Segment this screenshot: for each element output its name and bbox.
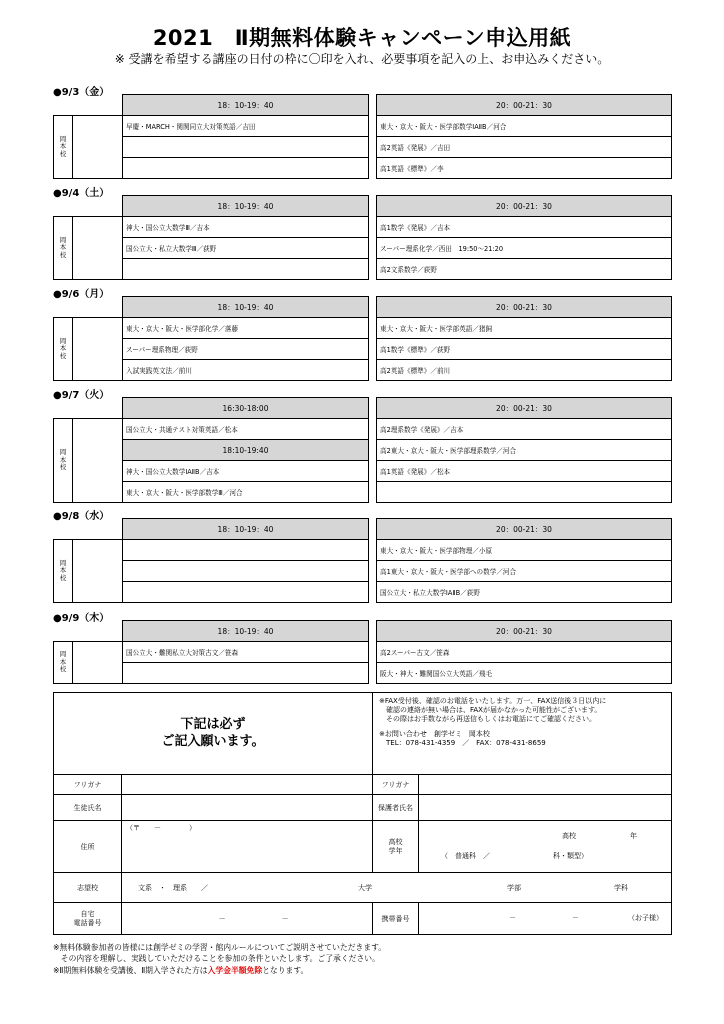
checkbox-cell[interactable] xyxy=(73,238,123,259)
time-header-right: 20：00-21：30 xyxy=(377,519,672,540)
column-gap xyxy=(369,116,377,137)
course-left[interactable] xyxy=(123,663,369,684)
checkbox-cell[interactable] xyxy=(73,482,123,503)
column-gap xyxy=(369,196,377,217)
must-fill-cell xyxy=(54,693,373,775)
address-field[interactable] xyxy=(122,821,373,873)
time-header-left: 18：10-19：40 xyxy=(123,95,369,116)
course-left[interactable]: 東大・京大・阪大・医学部数学Ⅲ／河合 xyxy=(123,482,369,503)
course-right[interactable]: 高2東大・京大・阪大・医学部理系数学／河合 xyxy=(377,440,672,461)
course-right[interactable]: 高2スーパー古文／笹森 xyxy=(377,642,672,663)
course-text: （ 普通科 ／ 科・類型） xyxy=(441,852,588,860)
course-left[interactable]: 神大・国公立大数学ⅠAⅡB／吉本 xyxy=(123,461,369,482)
schedule-table xyxy=(53,620,672,684)
time-header-right: 20：00-21：30 xyxy=(377,621,672,642)
checkbox-cell[interactable] xyxy=(73,158,123,179)
school-label: 岡 本 校 xyxy=(54,642,73,684)
checkbox-cell[interactable] xyxy=(73,582,123,603)
student-furigana-field[interactable] xyxy=(122,775,373,795)
guardian-name-label: 保護者氏名 xyxy=(373,795,419,821)
time-header-left: 18：10-19：40 xyxy=(123,621,369,642)
checkbox-cell[interactable] xyxy=(73,663,123,684)
time-header-right: 20：00-21：30 xyxy=(377,398,672,419)
course-left[interactable] xyxy=(123,582,369,603)
course-right[interactable]: 高2英語《発展》／吉田 xyxy=(377,137,672,158)
column-gap xyxy=(369,621,377,642)
checkbox-cell[interactable] xyxy=(73,461,123,482)
checkbox-cell[interactable] xyxy=(73,540,123,561)
course-left[interactable]: 国公立大・難関私立大対策古文／笹森 xyxy=(123,642,369,663)
fax-line: 確認の連絡が無い場合は、FAXが届かなかった可能性がございます。 xyxy=(379,706,602,715)
guardian-furigana-field[interactable] xyxy=(419,775,672,795)
address-label: 住所 xyxy=(54,821,122,873)
course-left[interactable] xyxy=(123,561,369,582)
course-right[interactable]: 高1数学《発展》／吉本 xyxy=(377,217,672,238)
header-spacer xyxy=(54,196,123,217)
fax-info xyxy=(373,693,672,775)
checkbox-cell[interactable] xyxy=(73,259,123,280)
course-right[interactable]: 高1東大・京大・阪大・医学部への数学／河合 xyxy=(377,561,672,582)
daigaku-text: 大学 xyxy=(358,884,372,892)
school-label: 岡 本 校 xyxy=(54,116,73,179)
furigana-label-2: フリガナ xyxy=(373,775,419,795)
day-label: ●9/6（月） xyxy=(53,289,110,300)
course-right[interactable]: 高1数学《標準》／荻野 xyxy=(377,339,672,360)
home-phone-field[interactable] xyxy=(122,903,373,935)
day-label: ●9/3（金） xyxy=(53,87,110,98)
column-gap xyxy=(369,95,377,116)
schedule-table xyxy=(53,518,672,603)
header-spacer xyxy=(54,519,123,540)
checkbox-cell[interactable] xyxy=(73,137,123,158)
home-phone-dashes: － － xyxy=(218,914,289,923)
course-left[interactable]: 国公立大・私立大数学Ⅲ／荻野 xyxy=(123,238,369,259)
column-gap xyxy=(369,217,377,238)
page-subtitle: ※ 受講を希望する講座の日付の枠に〇印を入れ、必要事項を記入の上、お申込みください。 xyxy=(114,52,610,66)
gakubu-text: 学部 xyxy=(507,884,521,892)
course-right[interactable]: 東大・京大・阪大・医学部英語／猪飼 xyxy=(377,318,672,339)
column-gap xyxy=(369,297,377,318)
note-line: ※無料体験参加者の皆様には創学ゼミの学習・館内ルールについてご説明させていただきます。 xyxy=(53,943,387,952)
time-header-right: 20：00-21：30 xyxy=(377,196,672,217)
school-label: 岡 本 校 xyxy=(54,540,73,603)
time-header-right: 20：00-21：30 xyxy=(377,297,672,318)
column-gap xyxy=(369,440,377,461)
furigana-label: フリガナ xyxy=(54,775,122,795)
column-gap xyxy=(369,398,377,419)
time-header-left-2: 18:10-19:40 xyxy=(123,440,369,461)
day-label: ●9/4（土） xyxy=(53,188,110,199)
gakka-text: 学科 xyxy=(614,884,628,892)
time-header-left: 18：10-19：40 xyxy=(123,519,369,540)
fax-line: ※FAX受付後、確認のお電話をいたします。万一、FAX送信後３日以内に xyxy=(379,697,607,705)
school-grade-field[interactable] xyxy=(419,821,672,873)
day-label: ●9/8（水） xyxy=(53,511,110,522)
course-left[interactable] xyxy=(123,259,369,280)
course-right[interactable]: 高1英語《発展》／松本 xyxy=(377,461,672,482)
schedule-table xyxy=(53,94,672,179)
koukou-text: 高校 xyxy=(562,832,576,840)
checkbox-cell[interactable] xyxy=(73,360,123,381)
course-left[interactable] xyxy=(123,137,369,158)
column-gap xyxy=(369,663,377,684)
column-gap xyxy=(369,158,377,179)
application-form xyxy=(53,692,672,935)
column-gap xyxy=(369,238,377,259)
guardian-name-field[interactable] xyxy=(419,795,672,821)
contact-line: TEL：078-431-4359 ／ FAX：078-431-8659 xyxy=(379,739,546,748)
column-gap xyxy=(369,642,377,663)
bunkei-rikei-text: 文系 ・ 理系 ／ xyxy=(138,884,208,892)
column-gap xyxy=(369,360,377,381)
desired-school-label: 志望校 xyxy=(54,873,122,903)
header-spacer xyxy=(54,297,123,318)
time-header-left: 18：10-19：40 xyxy=(123,297,369,318)
column-gap xyxy=(369,540,377,561)
nen-text: 年 xyxy=(630,832,637,840)
header-spacer xyxy=(54,398,123,419)
school-label: 岡 本 校 xyxy=(54,419,73,503)
postal-code-field[interactable]: （〒 － ） xyxy=(126,824,196,832)
course-right[interactable]: 阪大・神大・難関国公立大英語／飛毛 xyxy=(377,663,672,684)
contact-line: ※お問い合わせ 創学ゼミ 岡本校 xyxy=(379,730,490,739)
student-name-field[interactable] xyxy=(122,795,373,821)
checkbox-cell[interactable] xyxy=(73,318,123,339)
must-fill-line1: 下記は必ず xyxy=(180,717,246,733)
course-right[interactable]: 高2理系数学《発展》／吉本 xyxy=(377,419,672,440)
note-line: その内容を理解し、実践していただけることを参加の条件といたします。ご了承ください。 xyxy=(53,954,380,964)
column-gap xyxy=(369,259,377,280)
course-right[interactable]: 国公立大・私立大数学ⅠAⅡB／荻野 xyxy=(377,582,672,603)
footer-notes xyxy=(53,942,386,976)
column-gap xyxy=(369,318,377,339)
desired-school-field[interactable] xyxy=(122,873,672,903)
schedule-table xyxy=(53,195,672,280)
fax-line: その際はお手数ながら再送信もしくはお電話にてご確認ください。 xyxy=(379,715,596,724)
checkbox-cell[interactable] xyxy=(73,217,123,238)
school-label: 岡 本 校 xyxy=(54,217,73,280)
note-pre: ※Ⅱ期無料体験を受講後、Ⅱ期入学された方は xyxy=(53,965,208,975)
time-header-left: 16:30-18:00 xyxy=(123,398,369,419)
checkbox-cell[interactable] xyxy=(73,561,123,582)
course-left[interactable]: 国公立大・共通テスト対策英語／松本 xyxy=(123,419,369,440)
column-gap xyxy=(369,339,377,360)
student-name-label: 生徒氏名 xyxy=(54,795,122,821)
school-grade-label: 高校 学年 xyxy=(373,821,419,873)
course-left[interactable]: 入試実践英文法／前川 xyxy=(123,360,369,381)
mobile-field[interactable] xyxy=(419,903,672,935)
day-label: ●9/7（火） xyxy=(53,390,110,401)
column-gap xyxy=(369,519,377,540)
course-right[interactable]: 高2英語《標準》／前川 xyxy=(377,360,672,381)
day-label: ●9/9（木） xyxy=(53,613,110,624)
mobile-label: 携帯番号 xyxy=(373,903,419,935)
header-spacer xyxy=(54,95,123,116)
mobile-dashes: － － xyxy=(509,914,579,922)
course-right[interactable]: スーパー理系化学／西田 19:50～21:20 xyxy=(377,238,672,259)
course-left[interactable]: 早慶・MARCH・関関同立大対策英語／吉田 xyxy=(123,116,369,137)
column-gap xyxy=(369,137,377,158)
column-gap xyxy=(369,461,377,482)
column-gap xyxy=(369,561,377,582)
home-phone-label: 自宅 電話番号 xyxy=(54,903,122,935)
column-gap xyxy=(369,482,377,503)
course-right[interactable] xyxy=(377,482,672,503)
course-right[interactable]: 東大・京大・阪大・医学部物理／小原 xyxy=(377,540,672,561)
checkbox-cell[interactable] xyxy=(73,116,123,137)
checkbox-cell[interactable] xyxy=(73,339,123,360)
note-line-discount xyxy=(53,965,386,976)
course-right[interactable]: 東大・京大・阪大・医学部数学ⅠAⅡB／河合 xyxy=(377,116,672,137)
column-gap xyxy=(369,419,377,440)
course-left[interactable]: 東大・京大・阪大・医学部化学／落藤 xyxy=(123,318,369,339)
page-title: 2021 Ⅱ期無料体験キャンペーン申込用紙 xyxy=(152,26,572,50)
checkbox-cell[interactable] xyxy=(73,419,123,440)
time-header-right: 20：00-21：30 xyxy=(377,95,672,116)
schedule-table xyxy=(53,397,672,503)
discount-text: 入学金半額免除 xyxy=(207,965,263,975)
header-spacer xyxy=(54,621,123,642)
checkbox-cell[interactable] xyxy=(73,440,123,461)
note-post: となります。 xyxy=(262,965,309,975)
must-fill-line2: ご記入願います。 xyxy=(161,733,265,749)
checkbox-cell[interactable] xyxy=(73,642,123,663)
column-gap xyxy=(369,582,377,603)
schedule-table xyxy=(53,296,672,381)
course-left[interactable] xyxy=(123,540,369,561)
okosama-text: （お子様） xyxy=(628,914,663,922)
course-right[interactable]: 高2文系数学／荻野 xyxy=(377,259,672,280)
course-left[interactable]: 神大・国公立大数学Ⅲ／吉本 xyxy=(123,217,369,238)
time-header-left: 18：10-19：40 xyxy=(123,196,369,217)
course-left[interactable]: スーパー理系物理／荻野 xyxy=(123,339,369,360)
course-right[interactable]: 高1英語《標準》／李 xyxy=(377,158,672,179)
course-left[interactable] xyxy=(123,158,369,179)
school-label: 岡 本 校 xyxy=(54,318,73,381)
